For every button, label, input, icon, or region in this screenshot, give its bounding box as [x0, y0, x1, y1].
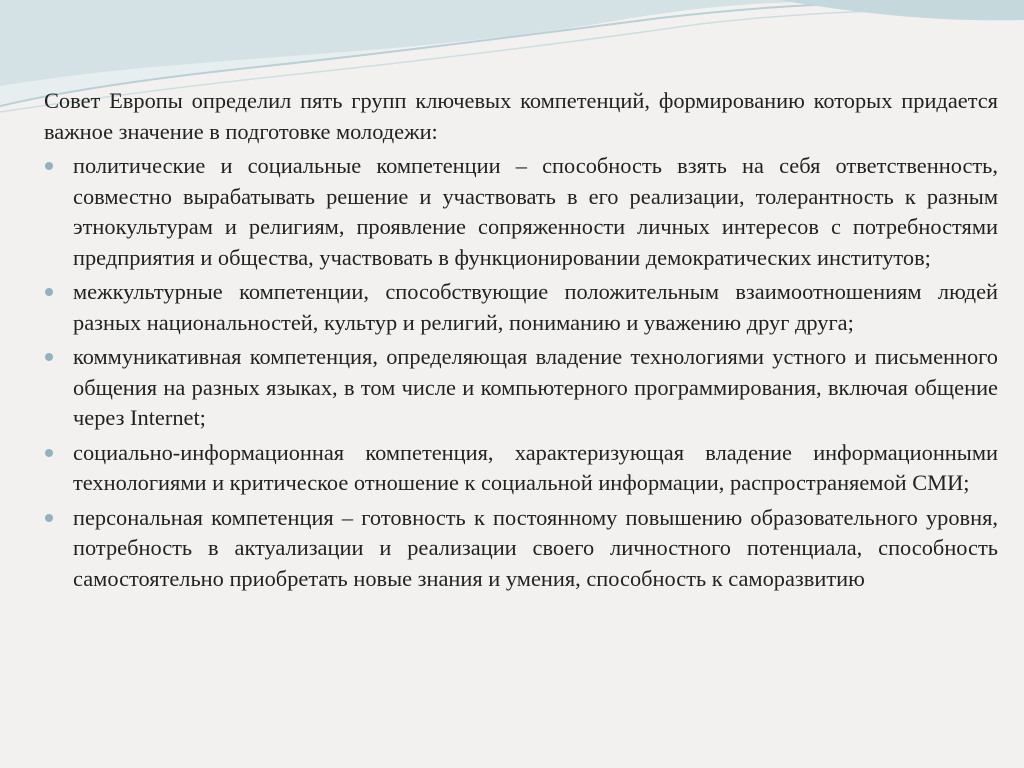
list-item-text: межкультурные компетенции, способствующие положительным взаимоотношениям людей разных национальностей, культур и религий, пониманию и уважению друг друга; — [73, 279, 998, 335]
list-item — [44, 503, 998, 595]
list-item-text: персональная компетенция – готовность к постоянному повышению образовательного уровня, потребность в актуализации и реализации своего личностного потенциала, способность самостоятельно приобретать новые знания и умения, способность к саморазвитию — [73, 504, 998, 591]
list-item-text: социально-информационная компетенция, характеризующая владение информационными технологиями и критическое отношение к социальной информации, распространяемой СМИ; — [73, 439, 998, 495]
list-item — [44, 277, 998, 338]
list-item — [44, 438, 998, 499]
bullet-icon — [45, 353, 53, 361]
text-content — [44, 86, 998, 598]
bullet-icon — [45, 288, 53, 296]
bullet-icon — [45, 514, 53, 522]
list-item — [44, 342, 998, 434]
list-item-text: коммуникативная компетенция, определяющая владение технологиями устного и письменного общения на разных языках, в том числе и компьютерного программирования, включая общение через Internet; — [73, 344, 998, 430]
bullet-icon — [45, 449, 53, 457]
list-item — [44, 151, 998, 273]
list-item-text: политические и социальные компетенции – способность взять на себя ответственность, совместно вырабатывать решение и участвовать в его реализации, толерантность к разным этнокультурам и религиям, проявление сопряженности личных интересов с потребностями предприятия и общества, участвовать в функционировании демократических институтов; — [73, 153, 998, 270]
bullet-icon — [45, 162, 53, 170]
competency-list — [44, 151, 998, 594]
intro-paragraph: Совет Европы определил пять групп ключевых компетенций, формированию которых придается важное значение в подготовке молодежи: — [44, 88, 998, 144]
